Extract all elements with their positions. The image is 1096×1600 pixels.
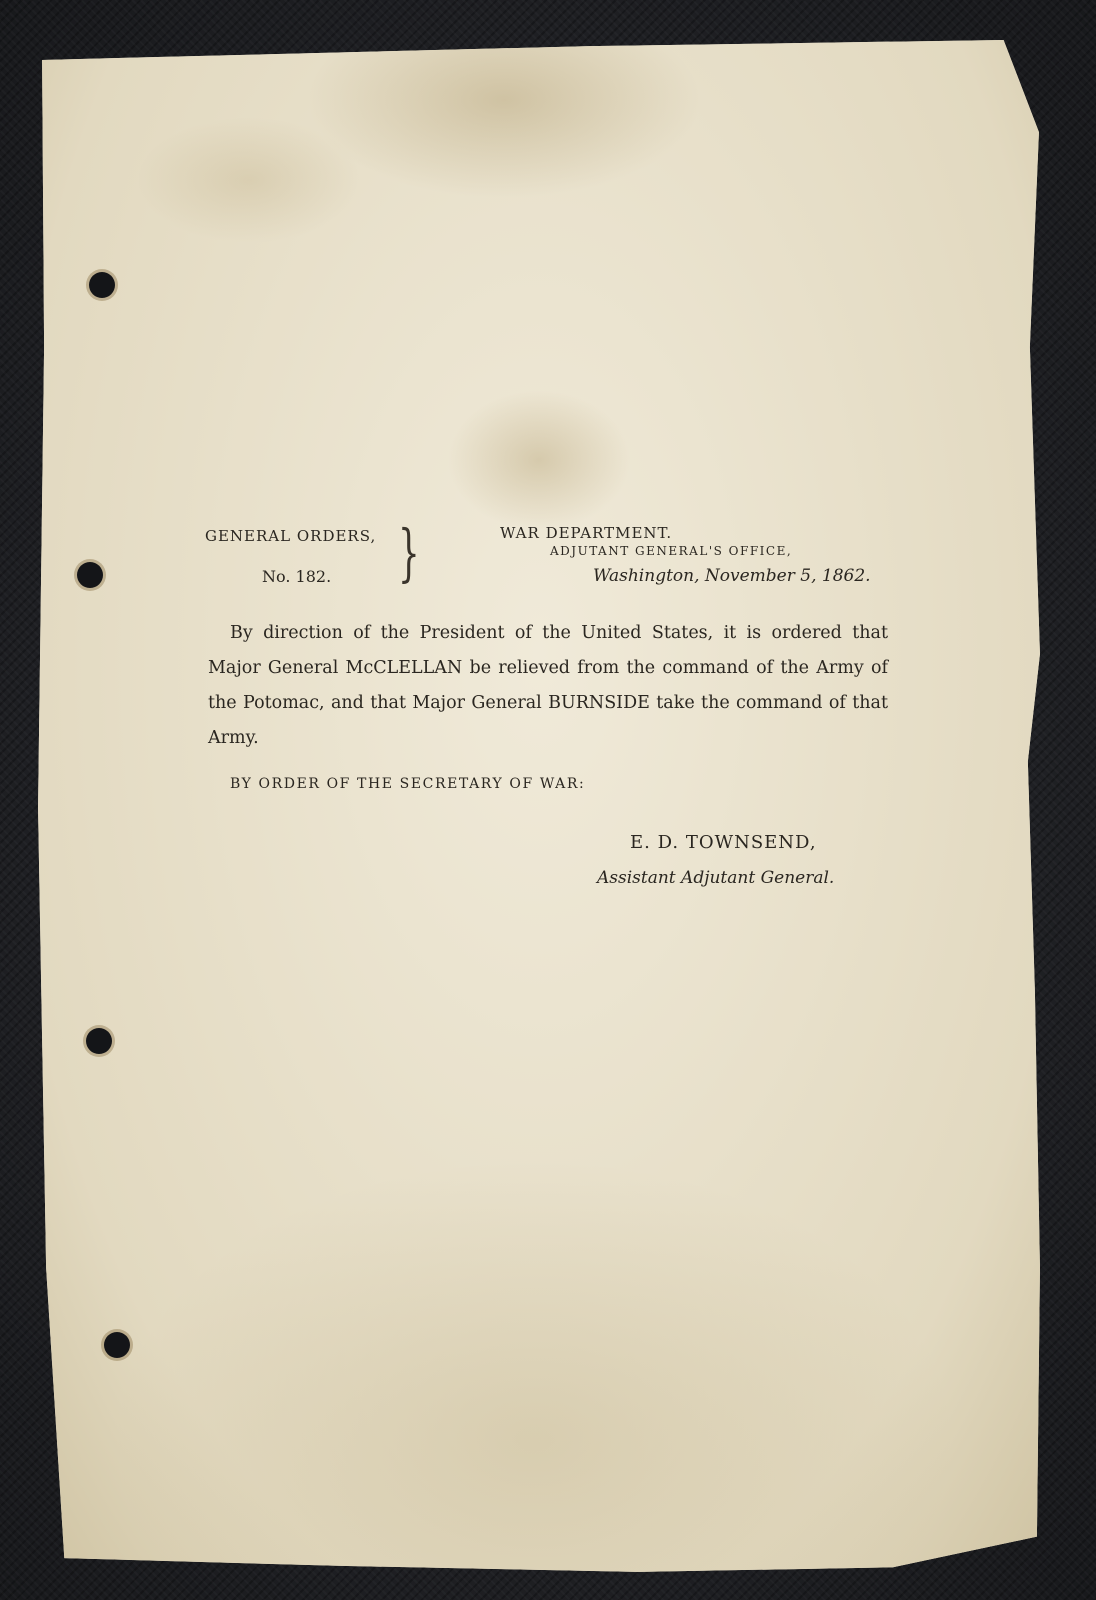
department-name: WAR DEPARTMENT. — [500, 524, 673, 542]
place-date-text: Washington, November 5, 1862. — [593, 566, 871, 586]
signer-title: Assistant Adjutant General. — [597, 868, 835, 888]
order-paragraph: By direction of the President of the United States, it is ordered that Major General McCLELLAN be relieved from the command of the Army of the Potomac, and that Major General BURNSIDE take the command of that Army. — [208, 623, 888, 748]
punch-hole — [86, 1028, 112, 1054]
document-page — [34, 40, 1044, 1575]
order-body — [208, 616, 888, 756]
signer-name: E. D. TOWNSEND, — [630, 832, 817, 853]
punch-hole — [89, 272, 115, 298]
general-orders-label: GENERAL ORDERS, — [205, 527, 377, 545]
closing-line: BY ORDER OF THE SECRETARY OF WAR: — [230, 776, 586, 792]
orders-number: No. 182. — [262, 567, 332, 586]
punch-hole — [77, 562, 103, 588]
place-date — [593, 566, 871, 586]
punch-hole — [104, 1332, 130, 1358]
office-name: ADJUTANT GENERAL'S OFFICE, — [550, 544, 793, 558]
brace-divider: } — [398, 516, 420, 589]
